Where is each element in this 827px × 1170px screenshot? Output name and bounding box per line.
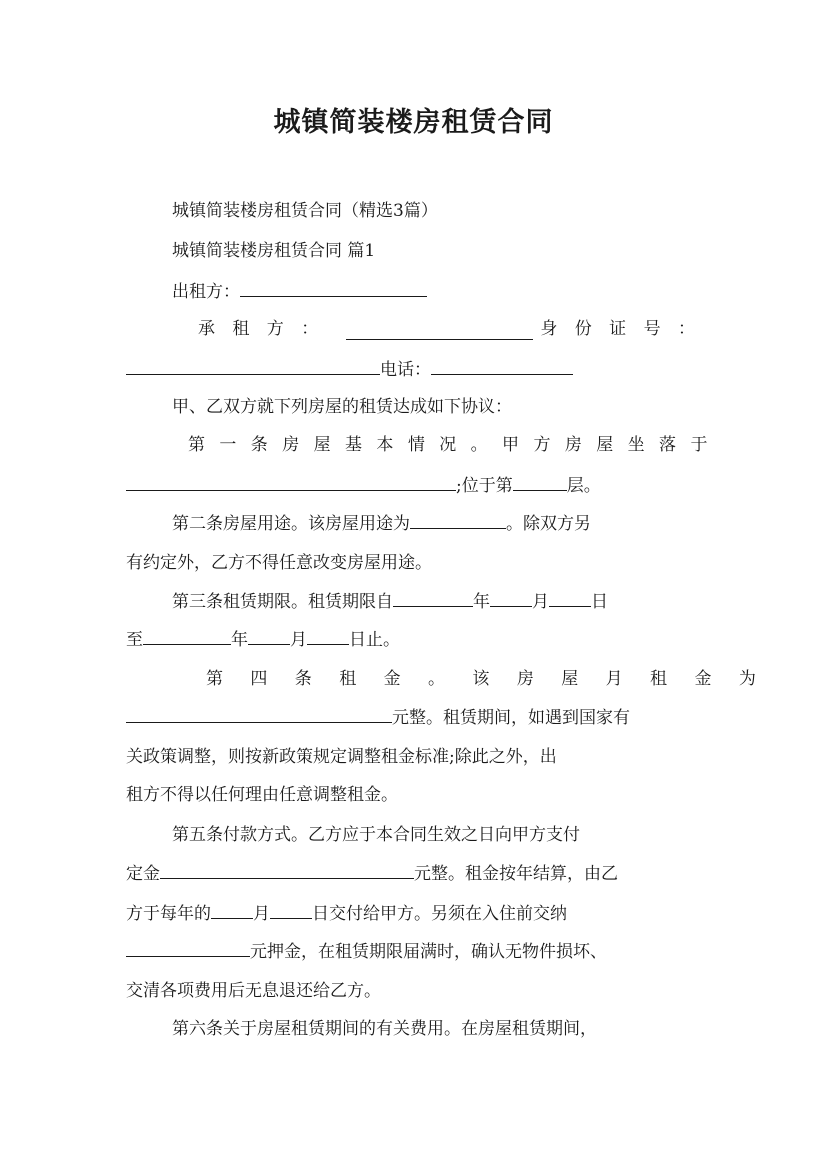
article-5-text: 第五条付款方式。乙方应于本合同生效之日向甲方支付 [172, 825, 580, 845]
section-heading: 城镇简装楼房租赁合同 篇1 [172, 241, 376, 261]
document-title: 城镇简装楼房租赁合同 [273, 107, 554, 138]
paragraph-line [172, 240, 701, 262]
year-label: 年 [231, 630, 248, 650]
paragraph-line [172, 1018, 701, 1040]
article-2-text-cont: 。除双方另 [506, 514, 591, 534]
article-3-text: 第三条租赁期限。租赁期限自 [172, 592, 393, 612]
paragraph-line [126, 746, 701, 768]
article-4-text-cont2: 关政策调整，则按新政策规定调整租金标准;除此之外，出 [126, 747, 557, 767]
paragraph-line [126, 474, 701, 497]
paragraph-line [172, 396, 701, 418]
paragraph-line [126, 980, 701, 1002]
purpose-blank [410, 512, 506, 529]
subtitle-text: 城镇简装楼房租赁合同（精选3篇） [172, 201, 438, 221]
start-month-blank [490, 590, 532, 607]
year-label: 年 [473, 592, 490, 612]
agreement-intro: 甲、乙双方就下列房屋的租赁达成如下协议： [172, 397, 512, 417]
paragraph-line [126, 358, 701, 381]
paragraph-line [172, 200, 701, 222]
paragraph-line [198, 318, 701, 340]
location-blank [126, 474, 456, 491]
lessee-label: 承 租 方 ： [198, 319, 325, 339]
deposit-label: 定金 [126, 864, 160, 884]
month-label: 月 [290, 630, 307, 650]
article-6-text: 第六条关于房屋租赁期间的有关费用。在房屋租赁期间， [172, 1019, 597, 1039]
paragraph-line [172, 824, 701, 846]
article-5-text-end: 交清各项费用后无息退还给乙方。 [126, 981, 381, 1001]
floor-suffix: 层。 [566, 476, 601, 496]
pay-day-blank [270, 902, 312, 919]
annual-label: 方于每年的 [126, 904, 211, 924]
article-4-text: 第 四 条 租 金 。 该 房 屋 月 租 金 为 [206, 669, 767, 689]
start-year-blank [393, 590, 473, 607]
article-2-text-end: 有约定外，乙方不得任意改变房屋用途。 [126, 553, 432, 573]
phone-blank [431, 358, 573, 375]
paragraph-line [126, 940, 701, 963]
deposit-blank [160, 862, 414, 879]
month-label: 月 [253, 904, 270, 924]
paragraph-line [126, 862, 701, 885]
lessee-blank [346, 323, 533, 340]
article-5-text-cont3: 元押金，在租赁期限届满时，确认无物件损坏、 [250, 942, 607, 962]
start-day-blank [549, 590, 591, 607]
end-month-blank [248, 628, 290, 645]
paragraph-line [126, 706, 701, 729]
article-1-text: 第 一 条 房 屋 基 本 情 况 。 甲 方 房 屋 坐 落 于 [188, 435, 712, 455]
paragraph-line [172, 512, 701, 535]
id-number-blank [126, 358, 380, 375]
month-label: 月 [532, 592, 549, 612]
lessor-label: 出租方： [172, 282, 240, 302]
paragraph-line [172, 280, 701, 303]
day-end-label: 日止。 [349, 630, 400, 650]
article-2-text: 第二条房屋用途。该房屋用途为 [172, 514, 410, 534]
floor-blank [513, 474, 567, 491]
paragraph-line [126, 902, 701, 925]
floor-text: ;位于第 [456, 476, 513, 496]
article-5-text-cont: 元整。租金按年结算，由乙 [414, 864, 618, 884]
article-4-text-cont: 元整。租赁期间，如遇到国家有 [392, 708, 630, 728]
phone-label: 电话： [380, 360, 431, 380]
paragraph-line [126, 552, 701, 574]
pay-month-blank [211, 902, 253, 919]
paragraph-line [188, 434, 712, 456]
article-4-text-end: 租方不得以任何理由任意调整租金。 [126, 785, 398, 805]
article-5-text-cont2: 日交付给甲方。另须在入住前交纳 [312, 904, 567, 924]
rent-blank [126, 706, 392, 723]
end-year-blank [143, 628, 231, 645]
paragraph-line [126, 628, 701, 651]
paragraph-line [126, 784, 701, 806]
paragraph-line [172, 590, 701, 613]
end-day-blank [307, 628, 349, 645]
until-label: 至 [126, 630, 143, 650]
paragraph-line [206, 668, 767, 690]
lessor-blank [240, 280, 427, 297]
day-label: 日 [591, 592, 608, 612]
id-number-label: 身 份 证 号 ： [540, 319, 701, 339]
security-deposit-blank [126, 940, 250, 957]
